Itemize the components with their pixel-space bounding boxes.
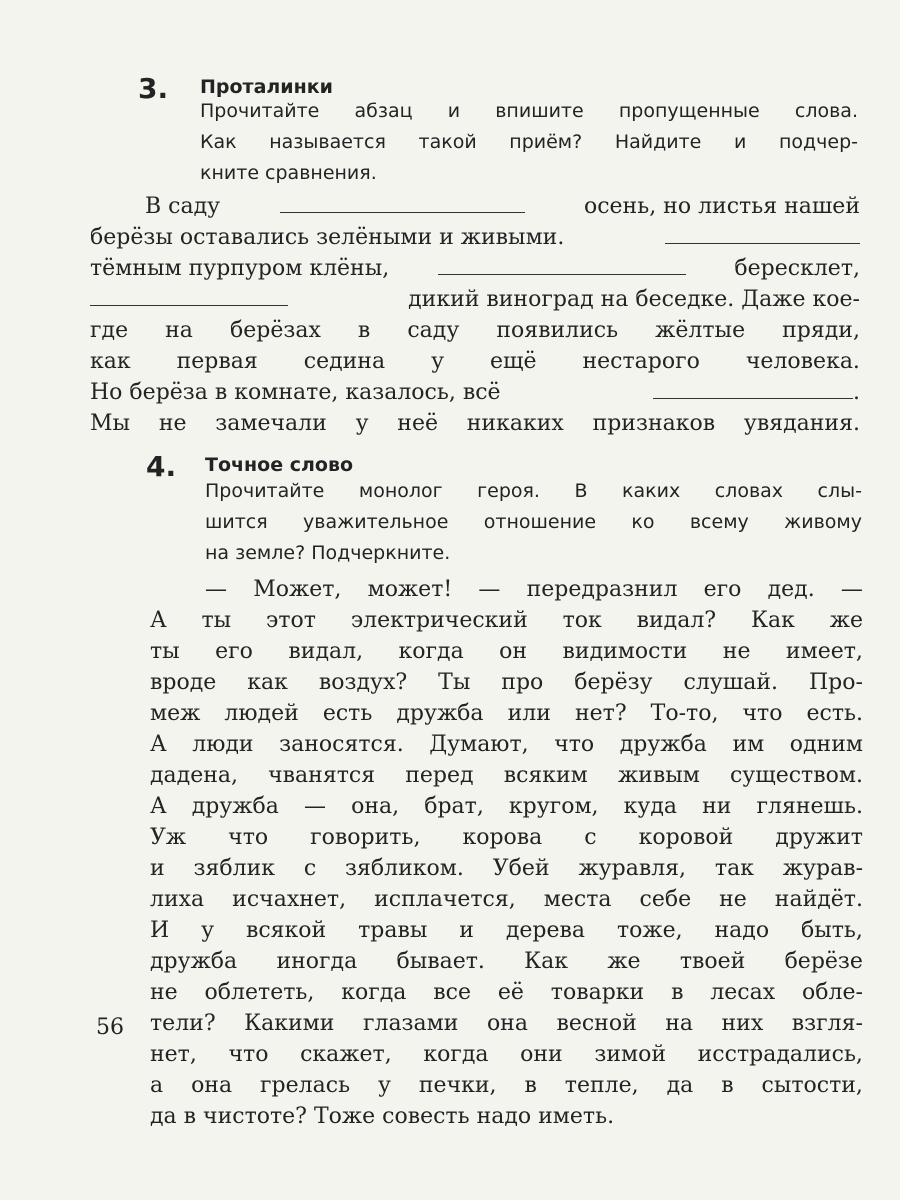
word: Как [750,608,795,633]
text-line [150,1073,863,1098]
exercise-4-text [150,577,863,1135]
text-fragment: берёзы оставались зелёными и живыми. [90,225,565,250]
word: появились [496,318,619,343]
task-line: шится уважительное отношение ко всему живому [205,511,862,533]
exercise-3-text [90,194,860,442]
word: у [355,411,369,436]
word: дружба [396,701,484,726]
fill-blank-5[interactable] [653,382,853,399]
word: седина [303,349,386,374]
word: лиха [150,887,205,912]
text-fragment: бересклет, [734,256,860,281]
word: коровой [638,825,734,850]
word: а [150,1073,164,1098]
word: места [543,887,612,912]
fill-blank-4[interactable] [90,289,288,306]
text-line [150,732,863,757]
word: травы [358,918,428,943]
word: исчахнет, [232,887,347,912]
text-fragment: . [853,380,860,405]
word: глянешь. [756,794,863,819]
word: глазами [362,1011,459,1036]
word: ещё [490,349,537,374]
text-line [150,825,863,850]
text-line [150,918,863,943]
word: берёзе [784,949,863,974]
text-line [90,318,860,343]
text-line [90,349,860,374]
word: исстрадались, [697,1042,863,1067]
word: что [228,825,269,850]
word: кругом, [508,794,599,819]
word: у [378,1073,391,1098]
word: товарки [550,980,645,1005]
word: зимой [594,1042,667,1067]
word: никаких [466,411,564,436]
text-line: да в чистоте? Тоже совесть надо иметь. [150,1104,615,1129]
text-line [150,794,863,819]
text-line [150,608,863,633]
word: что [228,1042,269,1067]
word: облететь, [204,980,315,1005]
word: да [666,1073,694,1098]
text-line [205,577,863,602]
word: ты [201,608,232,633]
word: где [90,318,129,343]
exercise-4-title: Точное слово [205,454,354,476]
word: дружба [619,732,707,757]
word: ни [702,794,732,819]
text-fragment: тёмным пурпуром клёны, [90,256,390,281]
word: Убей [492,856,550,881]
word: и [150,856,165,881]
text-line [90,411,860,436]
word: Уж [150,825,187,850]
word: дружба [191,794,279,819]
page-number: 56 [96,1015,124,1040]
word: них [721,1011,764,1036]
word: саду [407,318,460,343]
word: Мы [90,411,131,436]
word: не [150,980,178,1005]
word: лесах [710,980,776,1005]
word: печки, [418,1073,497,1098]
word: так [714,856,754,881]
word: передразнил [526,577,678,602]
word: найдёт. [774,887,863,912]
text-line [150,701,863,726]
word: берёзу [574,670,653,695]
task-line: Прочитайте абзац и впишите пропущенные слова. [200,100,858,122]
word: он [499,639,528,664]
word: у [431,349,445,374]
word: твоей [679,949,746,974]
word: грелась [260,1073,351,1098]
word: — [205,577,227,602]
text-line [150,856,863,881]
word: Может, [253,577,342,602]
word: на [665,1011,694,1036]
word: иногда [276,949,358,974]
fill-blank-2[interactable] [665,227,860,244]
word: сытости, [761,1073,863,1098]
word: дадена, [150,763,238,788]
word: видал, [288,639,364,664]
word: как [247,670,288,695]
word: То-то, [650,701,719,726]
word: бывает. [396,949,485,974]
word: — [478,577,501,602]
exercise-3-task [200,96,858,189]
word: меж [150,701,201,726]
word: журав- [782,856,863,881]
word: не [158,411,187,436]
word: все [433,980,472,1005]
word: что [554,732,595,757]
word: с [584,825,597,850]
exercise-3-number: 3. [138,72,169,105]
word: говорить, [310,825,421,850]
word: куда [623,794,677,819]
word: с [303,856,317,881]
word: в [524,1073,537,1098]
word: журавля, [578,856,687,881]
word: Про- [808,670,863,695]
word: существом. [729,763,863,788]
word: у [201,918,215,943]
word: слушай. [683,670,779,695]
word: одним [789,732,863,757]
word: или [507,701,551,726]
word: Какими [244,1011,335,1036]
word: увядания. [743,411,860,436]
word: Думают, [429,732,529,757]
text-line [150,639,863,664]
word: этот [266,608,316,633]
word: брат, [424,794,484,819]
word: же [829,608,863,633]
word: исплачется, [374,887,516,912]
word: как [90,349,131,374]
task-line: Прочитайте монолог героя. В каких словах слы- [205,480,862,502]
word: А [150,732,167,757]
word: Ты [438,670,471,695]
word: она [486,1011,528,1036]
text-fragment: осень, но листья нашей [583,194,860,219]
text-line [150,763,863,788]
word: чванятся [268,763,376,788]
word: когда [423,1042,489,1067]
word: дерева [505,918,586,943]
fill-blank-1[interactable] [280,196,525,213]
word: его [703,577,742,602]
word: есть [322,701,373,726]
exercise-4-task [205,476,862,569]
task-line: кните сравнения. [200,162,377,184]
word: когда [398,639,464,664]
word: есть. [806,701,863,726]
fill-blank-3[interactable] [438,258,686,275]
text-fragment: Но берёза в комнате, казалось, всё [90,380,501,405]
text-line [150,980,863,1005]
word: его [215,639,253,664]
word: люди [192,732,254,757]
word: перед [405,763,474,788]
word: первая [176,349,258,374]
word: имеет, [785,639,863,664]
word: — [840,577,863,602]
word: ты [150,639,180,664]
word: ток [562,608,602,633]
word: что [742,701,783,726]
word: на [165,318,193,343]
word: замечали [215,411,327,436]
word: неё [397,411,438,436]
word: Как [524,949,569,974]
word: быть, [801,918,863,943]
word: электрический [350,608,528,633]
word: им [732,732,765,757]
word: же [607,949,641,974]
word: берёзах [229,318,321,343]
text-line [150,949,863,974]
word: людей [224,701,299,726]
word: вроде [150,670,217,695]
word: обле- [802,980,863,1005]
word: нет? [574,701,627,726]
word: весной [556,1011,637,1036]
task-line: Как называется такой приём? Найдите и подчер- [200,131,858,153]
text-line [150,670,863,695]
word: дружит [775,825,863,850]
word: заносятся. [279,732,404,757]
word: в [671,980,684,1005]
word: живым [617,763,700,788]
word: в [357,318,371,343]
word: жёлтые [655,318,746,343]
word: может! [367,577,453,602]
word: её [497,980,524,1005]
word: взгля- [791,1011,863,1036]
word: признаков [592,411,716,436]
word: не [719,887,747,912]
task-line: на земле? Подчеркните. [205,542,451,564]
word: всяким [503,763,588,788]
word: когда [341,980,407,1005]
word: тепле, [564,1073,639,1098]
word: воздух? [318,670,408,695]
word: пряди, [782,318,860,343]
word: нет, [150,1042,197,1067]
word: надо [714,918,770,943]
word: тоже, [616,918,683,943]
text-line [150,887,863,912]
text-fragment: В саду [145,194,221,219]
text-line [150,1011,863,1036]
word: зябликом. [345,856,464,881]
word: А [150,608,167,633]
word: видимости [562,639,688,664]
exercise-3-title: Проталинки [200,76,333,98]
word: тели? [150,1011,216,1036]
word: дед. [767,577,815,602]
word: она [191,1073,233,1098]
word: скажет, [300,1042,392,1067]
text-line [150,1042,863,1067]
word: про [501,670,544,695]
word: в [721,1073,734,1098]
word: дружба [150,949,238,974]
word: себе [639,887,692,912]
word: корова [462,825,543,850]
word: не [722,639,751,664]
word: и [459,918,474,943]
word: видал? [636,608,717,633]
word: всякой [245,918,327,943]
word: они [520,1042,563,1067]
word: нестарого [582,349,700,374]
word: зяблик [193,856,276,881]
word: человека. [745,349,860,374]
exercise-4-number: 4. [146,450,177,483]
word: И [150,918,170,943]
word: — [304,794,327,819]
word: А [150,794,167,819]
word: она, [351,794,400,819]
text-fragment: дикий виноград на беседке. Даже кое- [408,287,860,312]
